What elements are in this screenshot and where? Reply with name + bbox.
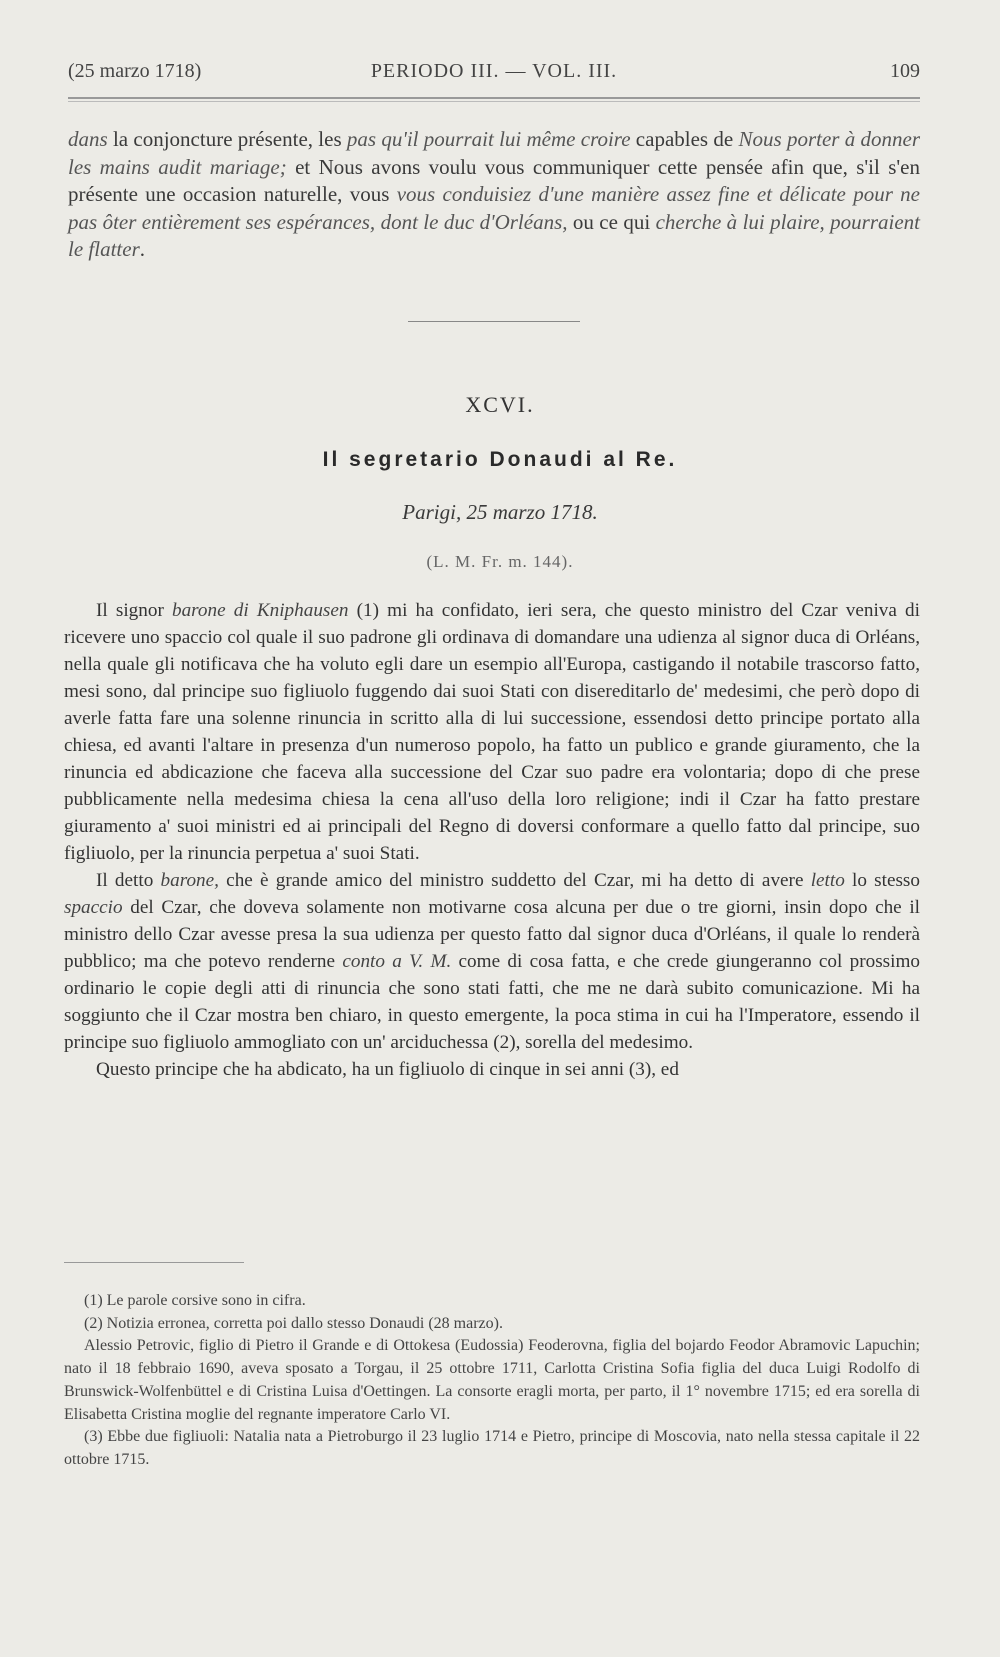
- body-text: Il signor: [96, 600, 172, 621]
- footnote: Alessio Petrovic, figlio di Pietro il Grande e di Ottokesa (Eudossia) Feoderovna, figlia del bojardo Feodor Abramovic Lapuchin; nato il 18 febbraio 1690, aveva sposato a Torgau, il 25 ottobre 1711, Carlotta Cristina Sofia figlia del duca Luigi Rodolfo di Brunswick-Wolfenbüttel e di Cristina Luisa d'Oettingen. La consorte eragli morta, per parto, il 1° novembre 1715; ed era sorella di Elisabetta Cristina moglie del regnante imperatore Carlo VI.: [64, 1337, 920, 1423]
- footnote: (1) Le parole corsive sono in cifra.: [84, 1292, 306, 1309]
- body-text: Il detto: [96, 870, 161, 891]
- fragment-italic: pas qu'il pourrait lui même croire: [346, 127, 631, 151]
- body-italic: barone di Kniphausen: [171, 600, 349, 621]
- body-italic: spaccio: [64, 897, 123, 918]
- fragment-italic: Nous porter à donner les mains audit mariage;: [68, 127, 920, 179]
- document-title: Il segretario Donaudi al Re.: [322, 448, 678, 471]
- body-text: (1) mi ha confidato, ieri sera, che questo ministro del Czar veniva di ricevere uno spaccio col quale il suo padrone gli ordinava di domandare una udienza al signor duca di Orléans, nella quale gli notificava che ha voluto egli dare un esempio all'Europa, castigando il notabile trascorso fatto, mesi sono, dal principe suo figliuolo fuggendo dai suoi Stati con disereditarlo de' medesimi, che però dopo di averle fatta fare una solenne rinuncia in scritto alla di lui successione, essendosi detto principe portato alla chiesa, ed avanti l'altare in presenza d'un numeroso popolo, ha fatto un publico e grande giuramento, che la rinuncia ed abdicazione che faceva alla successione del Czar suo padre era volontaria; dopo di che prese pubblicamente nella medesima chiesa la cena all'uso della loro religione; indi il Czar ha fatto prestare giuramento a' suoi ministri ed ai principali del Regno di doversi conformare a quello fatto dal principe, suo figliuolo, per la rinuncia perpetua a' suoi Stati.: [64, 600, 920, 864]
- previous-document-ending: [68, 126, 920, 264]
- document-place-date: Parigi, 25 marzo 1718.: [402, 500, 598, 524]
- fragment-italic: dans: [68, 127, 108, 151]
- body-italic: barone,: [160, 870, 219, 891]
- fragment-italic: cherche à lui plaire, pourraient le flatter: [68, 209, 921, 261]
- footnote: (2) Notizia erronea, corretta poi dallo stesso Donaudi (28 marzo).: [84, 1314, 503, 1332]
- body-paragraph-1: [64, 597, 920, 867]
- header-rule: [68, 97, 920, 99]
- header-rule-thin: [68, 101, 920, 102]
- letter-body: [64, 597, 920, 1083]
- running-header: [68, 60, 920, 94]
- page-number: 109: [890, 60, 920, 82]
- body-paragraph-3: Questo principe che ha abdicato, ha un figliuolo di cinque in sei anni (3), ed: [96, 1059, 679, 1080]
- body-italic: conto a V. M.: [342, 951, 452, 972]
- fragment-text: et Nous avons voulu vous communiquer cette pensée afin que, s'il s'en présente une occasion naturelle, vous: [68, 154, 920, 206]
- section-separator: [408, 321, 580, 322]
- header-title: PERIODO III. — VOL. III.: [370, 60, 618, 82]
- document-source: (L. M. Fr. m. 144).: [426, 552, 574, 571]
- footnote: (3) Ebbe due figliuoli: Natalia nata a Pietroburgo il 23 luglio 1714 e Pietro, principe di Moscovia, nato nella stessa capitale il 22 ottobre 1715.: [64, 1428, 920, 1468]
- body-text: che è grande amico del ministro suddetto del Czar, mi ha detto di avere: [218, 870, 811, 891]
- footnotes: [64, 1290, 920, 1472]
- document-numeral: XCVI.: [465, 392, 535, 417]
- fragment-text: capables de: [630, 127, 739, 151]
- fragment-text: ou ce qui: [567, 209, 656, 234]
- body-italic: letto: [810, 870, 845, 891]
- fragment-text: .: [139, 237, 145, 261]
- body-text: come di cosa fatta, e che crede giungeranno col prossimo ordinario le copie degli atti di rinuncia che sono stati fatti, che me ne darà subito comunicazione. Mi ha soggiunto che il Czar mostra ben chiaro, in questo emergente, la poca stima in cui ha l'Imperatore, essendo il principe suo figliuolo ammogliato con un' arciduchessa (2), sorella del medesimo.: [64, 951, 920, 1053]
- body-paragraph-2: [64, 867, 920, 1056]
- body-text: lo stesso: [844, 870, 920, 891]
- fragment-text: la conjoncture présente, les: [107, 127, 347, 151]
- footnote-rule: [64, 1262, 244, 1263]
- header-date: (25 marzo 1718): [68, 60, 202, 82]
- body-text: del Czar, che doveva solamente non motivarne cosa alcuna per due o tre giorni, insin dopo che il ministro dello Czar avesse presa la sua udienza per questo fatto dal signor duca d'Orléans, il quale lo renderà pubblico; ma che potevo renderne: [64, 897, 920, 972]
- fragment-italic: vous conduisiez d'une manière assez fine et délicate pour ne pas ôter entièrement ses espérances, dont le duc d'Orléans,: [68, 182, 920, 234]
- fragment-paragraph: [68, 126, 920, 264]
